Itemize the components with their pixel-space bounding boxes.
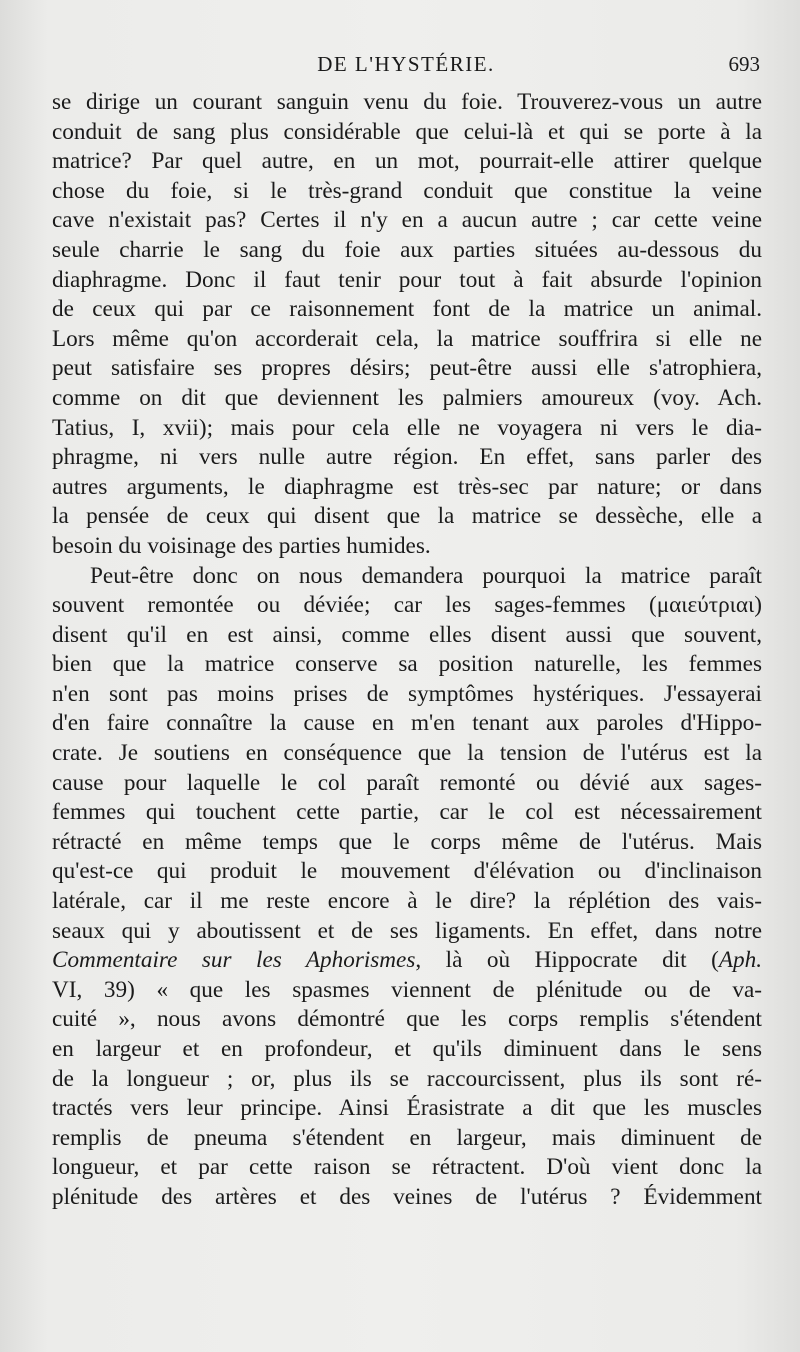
italic-abbreviation: Aph. (718, 947, 762, 974)
text-line: n'en sont pas moins prises de symptômes hystériques. J'essayerai (52, 680, 762, 707)
text-line: Tatius, I, xvii); mais pour cela elle ne voyagera ni vers le dia- (52, 414, 762, 441)
italic-title: Commentaire sur les Aphorismes (52, 947, 416, 974)
text-fragment: , là où Hippocrate dit ( (415, 947, 719, 974)
text-line: Peut-être donc on nous demandera pourquoi la matrice paraît (90, 562, 762, 589)
text-line: latérale, car il me reste encore à le dire? la réplétion des vais- (52, 888, 762, 915)
text-line: chose du foie, si le très-grand conduit que constitue la veine (52, 177, 762, 204)
text-line: rétracté en même temps que le corps même de l'utérus. Mais (52, 828, 762, 855)
text-line: souvent remontée ou déviée; car les sages-femmes (μαιεύτριαι) (52, 592, 762, 619)
text-line: se dirige un courant sanguin venu du foie. Trouverez-vous un autre (52, 89, 762, 115)
text-line: autres arguments, le diaphragme est très-sec par nature; or dans (52, 473, 762, 500)
text-line: seaux qui y aboutissent et de ses ligaments. En effet, dans notre (52, 917, 762, 944)
text-line-with-citation (52, 946, 762, 976)
text-line: besoin du voisinage des parties humides. (52, 532, 431, 559)
text-line: disent qu'il en est ainsi, comme elles disent aussi que souvent, (52, 621, 762, 648)
text-line: tractés vers leur principe. Ainsi Érasistrate a dit que les muscles (52, 1095, 762, 1122)
text-line: VI, 39) « que les spasmes viennent de plénitude ou de va- (52, 976, 762, 1003)
text-line: peut satisfaire ses propres désirs; peut-être aussi elle s'atrophiera, (52, 355, 762, 382)
body-text (52, 88, 762, 1213)
page-header (52, 52, 760, 82)
text-line: Lors même qu'on accorderait cela, la matrice souffrira si elle ne (52, 325, 762, 352)
text-line: diaphragme. Donc il faut tenir pour tout à fait absurde l'opinion (52, 266, 762, 293)
text-line: longueur, et par cette raison se rétractent. D'où vient donc la (52, 1154, 762, 1181)
text-line: cave n'existait pas? Certes il n'y en a aucun autre ; car cette veine (52, 207, 762, 234)
text-line: d'en faire connaître la cause en m'en tenant aux paroles d'Hippo- (52, 710, 762, 737)
text-line: remplis de pneuma s'étendent en largeur, mais diminuent de (52, 1124, 762, 1151)
text-line: phragme, ni vers nulle autre région. En effet, sans parler des (52, 444, 762, 471)
text-line: de ceux qui par ce raisonnement font de la matrice un animal. (52, 296, 762, 323)
paragraph-2 (52, 562, 762, 1213)
text-line: cause pour laquelle le col paraît remonté ou dévié aux sages- (52, 769, 762, 796)
text-line: bien que la matrice conserve sa position naturelle, les femmes (52, 651, 762, 678)
text-line: conduit de sang plus considérable que celui-là et qui se porte à la (52, 118, 762, 145)
text-line: seule charrie le sang du foie aux parties situées au-dessous du (52, 236, 762, 263)
text-line: crate. Je soutiens en conséquence que la tension de l'utérus est la (52, 740, 762, 767)
text-line: comme on dit que deviennent les palmiers amoureux (voy. Ach. (52, 384, 762, 411)
text-line: de la longueur ; or, plus ils se raccourcissent, plus ils sont ré- (52, 1065, 762, 1092)
running-title: DE L'HYSTÉRIE. (317, 52, 495, 76)
paragraph-1 (52, 88, 762, 562)
text-line: en largeur et en profondeur, et qu'ils diminuent dans le sens (52, 1036, 762, 1062)
text-line: matrice? Par quel autre, en un mot, pourrait-elle attirer quelque (52, 148, 762, 175)
page-number: 693 (728, 52, 760, 76)
text-line: qu'est-ce qui produit le mouvement d'élévation ou d'inclinaison (52, 858, 762, 885)
text-line: cuité », nous avons démontré que les corps remplis s'étendent (52, 1006, 762, 1033)
text-line: plénitude des artères et des veines de l'utérus ? Évidemment (52, 1183, 762, 1210)
text-line: femmes qui touchent cette partie, car le col est nécessairement (52, 799, 762, 826)
text-line: la pensée de ceux qui disent que la matrice se dessèche, elle a (52, 503, 762, 530)
